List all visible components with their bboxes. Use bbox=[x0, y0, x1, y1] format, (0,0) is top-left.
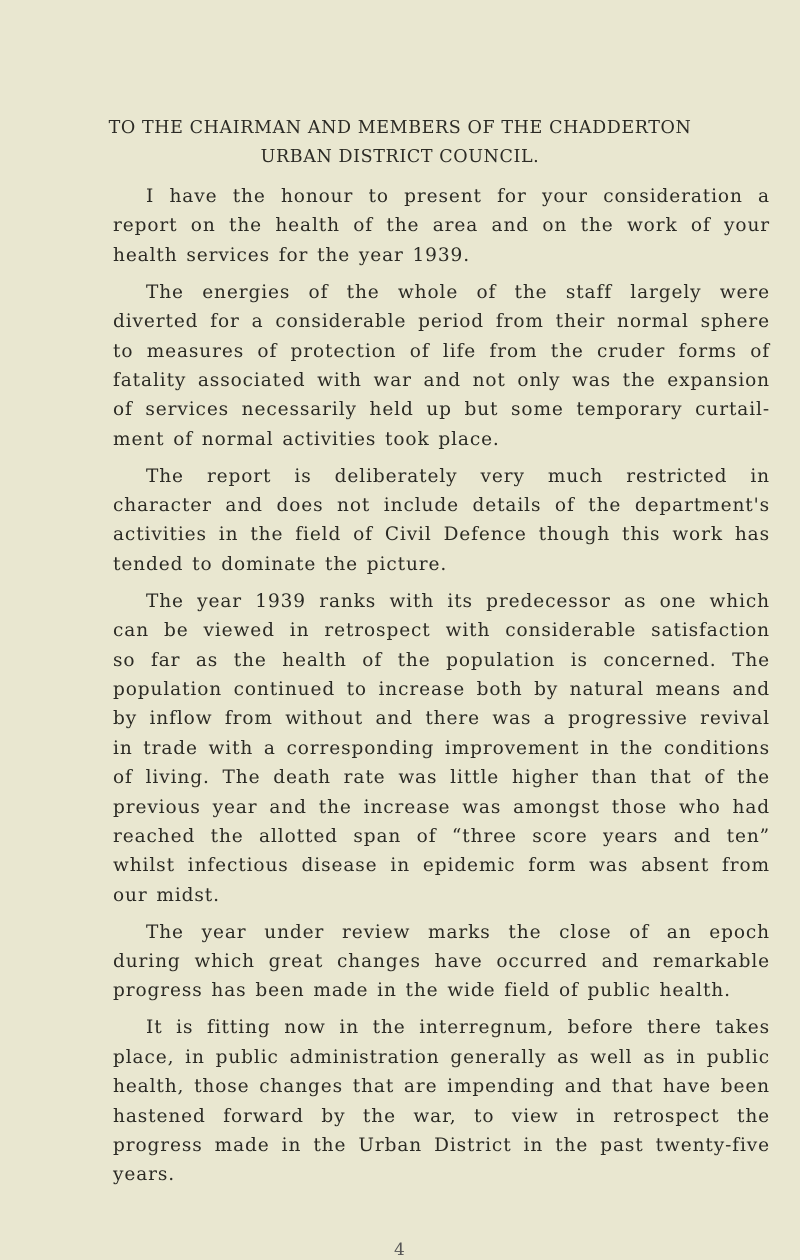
paragraph-3-line: The report is deliberately very much restricted in bbox=[146, 465, 770, 487]
page-number: 4 bbox=[394, 1240, 405, 1260]
paragraph-4-line: by inflow from without and there was a progressive revival bbox=[113, 708, 770, 730]
paragraph-4-line: can be viewed in retrospect with considerable satisfaction bbox=[113, 620, 770, 642]
paragraph-5-line: during which great changes have occurred and remarkable bbox=[113, 951, 770, 972]
paragraph-5-line: progress has been made in the wide field of public health. bbox=[113, 980, 731, 1002]
paragraph-4-line: our midst. bbox=[113, 884, 220, 906]
heading-line-2: URBAN DISTRICT COUNCIL. bbox=[260, 147, 540, 167]
paragraph-2-line: diverted for a considerable period from their normal sphere bbox=[113, 311, 770, 333]
paragraph-6-line: place, in public administration generally as well as in public bbox=[113, 1046, 770, 1068]
paragraph-2-line: ment of normal activities took place. bbox=[113, 428, 500, 450]
paragraph-4-line: of living. The death rate was little higher than that of the bbox=[113, 767, 770, 789]
paragraph-3-line: tended to dominate the picture. bbox=[113, 553, 448, 575]
paragraph-1-line: report on the health of the area and on the work of your bbox=[113, 215, 770, 237]
paragraph-6-line: hastened forward by the war, to view in retrospect the bbox=[113, 1105, 770, 1127]
paragraph-6-line: It is fitting now in the interregnum, before there takes bbox=[146, 1017, 770, 1039]
paragraph-4-line: whilst infectious disease in epidemic form was absent from bbox=[113, 855, 770, 877]
paragraph-3-line: character and does not include details of the department's bbox=[113, 495, 770, 516]
paragraph-2-line: fatality associated with war and not only was the expansion bbox=[113, 369, 770, 391]
paragraph-1-line: health services for the year 1939. bbox=[113, 244, 470, 266]
paragraph-4-line: in trade with a corresponding improvement in the conditions bbox=[113, 737, 770, 759]
paragraph-6-line: years. bbox=[113, 1164, 176, 1186]
paragraph-3-line: activities in the field of Civil Defence though this work has bbox=[113, 524, 770, 546]
paragraph-4-line: previous year and the increase was amongst those who had bbox=[113, 796, 770, 818]
heading-line-1: TO THE CHAIRMAN AND MEMBERS OF THE CHADDERTON bbox=[108, 118, 692, 138]
paragraph-5-line: The year under review marks the close of an epoch bbox=[146, 921, 770, 943]
paragraph-4-line: reached the allotted span of “three score years and ten” bbox=[113, 825, 770, 847]
paragraph-6-line: progress made in the Urban District in the past twenty-five bbox=[113, 1134, 770, 1156]
paragraph-2-line: of services necessarily held up but some temporary curtail- bbox=[113, 399, 770, 421]
paragraph-4-line: so far as the health of the population is concerned. The bbox=[113, 649, 770, 671]
paragraph-2-line: The energies of the whole of the staff largely were bbox=[146, 281, 770, 303]
paragraph-1-line: I have the honour to present for your consideration a bbox=[146, 186, 770, 207]
paragraph-2-line: to measures of protection of life from the cruder forms of bbox=[113, 340, 770, 362]
paragraph-4-line: The year 1939 ranks with its predecessor as one which bbox=[146, 590, 770, 612]
paragraph-4-line: population continued to increase both by natural means and bbox=[113, 678, 770, 700]
paragraph-6-line: health, those changes that are impending and that have been bbox=[113, 1076, 770, 1098]
